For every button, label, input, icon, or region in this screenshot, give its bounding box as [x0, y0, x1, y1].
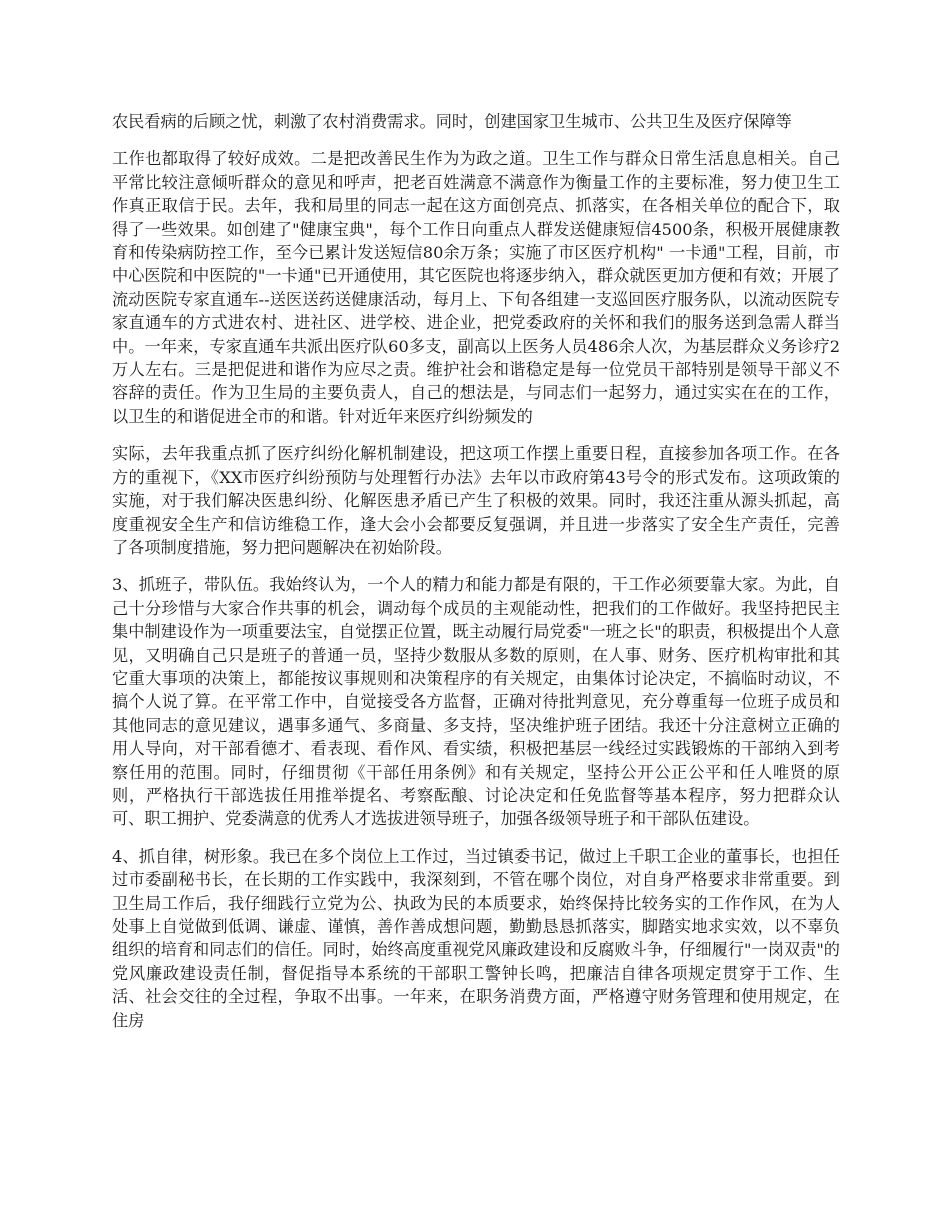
paragraph-5: 4、抓自律，树形象。我已在多个岗位上工作过，当过镇委书记，做过上千职工企业的董事长，也担任过市委副秘书长，在长期的工作实践中，我深刻到，不管在哪个岗位，对自身严格要求非常重要。到卫生局工作后，我仔细践行立党为公、执政为民的本质要求，始终保持比较务实的工作作风，在为人处事上自觉做到低调、谦虚、谨慎，善作善成想问题，勤勤恳恳抓落实，脚踏实地求实效，以不辜负组织的培育和同志们的信任。同时，始终高度重视党风廉政建设和反腐败斗争，仔细履行"一岗双责"的党风廉政建设责任制，督促指导本系统的干部职工警钟长鸣，把廉洁自律各项规定贯穿于工作、生活、社会交往的全过程，争取不出事。一年来，在职务消费方面，严格遵守财务管理和使用规定，在住房: [112, 846, 840, 1030]
paragraph-4: 3、抓班子，带队伍。我始终认为，一个人的精力和能力都是有限的，干工作必须要靠大家。为此，自己十分珍惜与大家合作共事的机会，调动每个成员的主观能动性，把我们的工作做好。我坚持把民主集中制建设作为一项重要法宝，自觉摆正位置，既主动履行局党委"一班之长"的职责，积极提出个人意见，又明确自己只是班子的普通一员，坚持少数服从多数的原则，在人事、财务、医疗机构审批和其它重大事项的决策上，都能按议事规则和决策程序的有关规定，由集体讨论决定，不搞临时动议，不搞个人说了算。在平常工作中，自觉接受各方监督，正确对待批判意见，充分尊重每一位班子成员和其他同志的意见建议，遇事多通气、多商量、多支持，坚决维护班子团结。我还十分注意树立正确的用人导向，对干部看德才、看表现、看作风、看实绩，积极把基层一线经过实践锻炼的干部纳入到考察任用的范围。同时，仔细贯彻《干部任用条例》和有关规定，坚持公开公正公平和任人唯贤的原则，严格执行干部选拔任用推举提名、考察酝酿、讨论决定和任免监督等基本程序，努力把群众认可、职工拥护、党委满意的优秀人才选拔进领导班子，加强各级领导班子和干部队伍建设。: [112, 575, 840, 829]
document-page: [112, 110, 840, 1046]
paragraph-3: 实际，去年我重点抓了医疗纠纷化解机制建设，把这项工作摆上重要日程，直接参加各项工作。在各方的重视下，《XX市医疗纠纷预防与处理暂行办法》去年以市政府第43号令的形式发布。这项政策的实施，对于我们解决医患纠纷、化解医患矛盾已产生了积极的效果。同时，我还注重从源头抓起，高度重视安全生产和信访维稳工作，逢大会小会都要反复强调，并且进一步落实了安全生产责任，完善了各项制度措施，努力把问题解决在初始阶段。: [112, 444, 840, 557]
paragraph-2: 工作也都取得了较好成效。二是把改善民生作为为政之道。卫生工作与群众日常生活息息相关。自己平常比较注意倾听群众的意见和呼声，把老百姓满意不满意作为衡量工作的主要标准，努力使卫生工作真正取信于民。去年，我和局里的同志一起在这方面创亮点、抓落实，在各相关单位的配合下，取得了一些效果。如创建了"健康宝典"，每个工作日向重点人群发送健康短信4500条，积极开展健康教育和传染病防控工作，至今已累计发送短信80余万条；实施了市区医疗机构" 一卡通"工程，目前，市中心医院和中医院的"一卡通"已开通使用，其它医院也将逐步纳入，群众就医更加方便和有效；开展了流动医院专家直通车--送医送药送健康活动，每月上、下旬各组建一支巡回医疗服务队，以流动医院专家直通车的方式进农村、进社区、进学校、进企业，把党委政府的关怀和我们的服务送到急需人群当中。一年来，专家直通车共派出医疗队60多支，副高以上医务人员486余人次，为基层群众义务诊疗2万人左右。三是把促进和谐作为应尽之责。维护社会和谐稳定是每一位党员干部特别是领导干部义不容辞的责任。作为卫生局的主要负责人，自己的想法是，与同志们一起努力，通过实实在在的工作，以卫生的和谐促进全市的和谐。针对近年来医疗纠纷频发的: [112, 149, 840, 426]
paragraph-1: 农民看病的后顾之忧，刺激了农村消费需求。同时，创建国家卫生城市、公共卫生及医疗保障等: [112, 112, 792, 131]
